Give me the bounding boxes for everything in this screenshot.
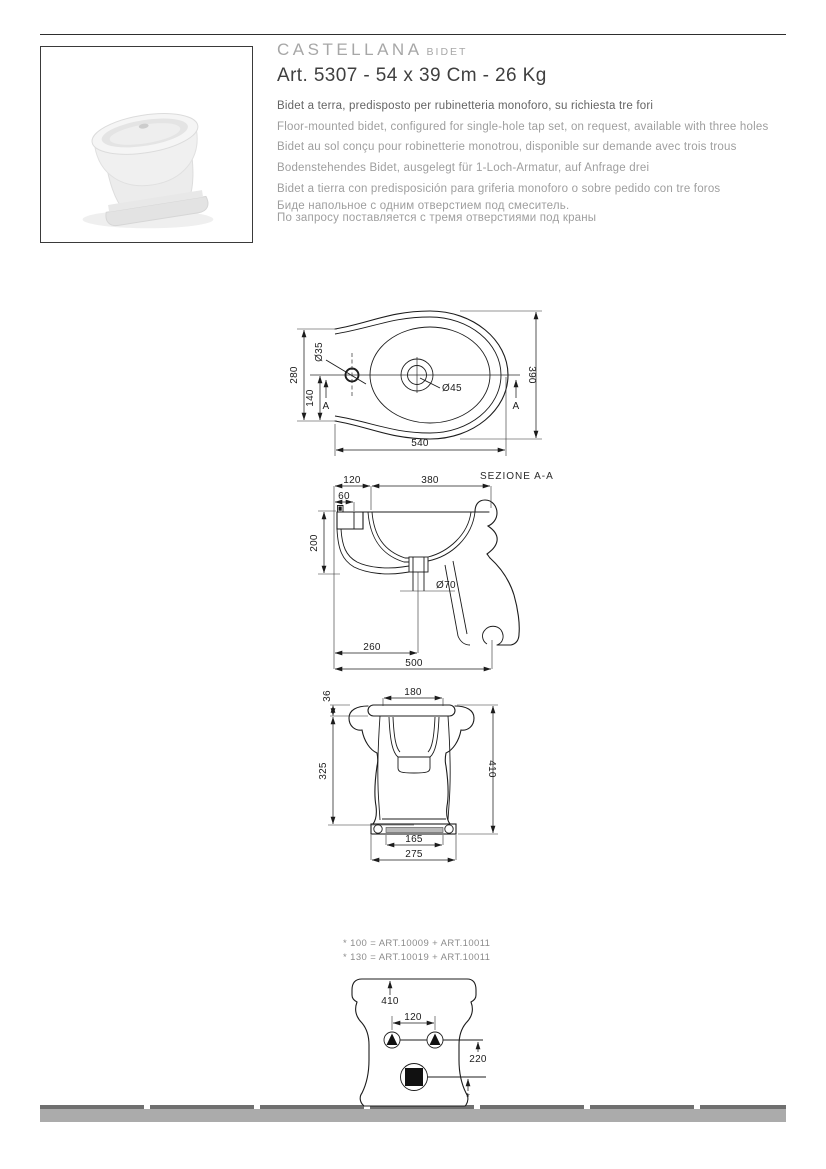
- description-de: Bodenstehendes Bidet, ausgelegt für 1-Loch-Armatur, auf Anfrage drei: [277, 162, 650, 175]
- dim-label-60: 60: [338, 491, 350, 502]
- dim-label-380: 380: [421, 475, 439, 486]
- dim-label-200: 200: [309, 534, 320, 552]
- front-base-strip: [386, 828, 443, 833]
- category-label: BIDET: [426, 46, 468, 58]
- front-outline: [349, 705, 474, 834]
- description-it: Bidet a terra, predisposto per rubinetteria monoforo, su richiesta tre fori: [277, 100, 654, 112]
- dim-label-holes-120: 120: [404, 1012, 422, 1023]
- section-marker-a-left: A: [322, 401, 330, 412]
- description-block: [277, 96, 797, 225]
- dim-label-260: 260: [363, 642, 381, 653]
- dim-label-180: 180: [404, 687, 422, 698]
- footnotes: [343, 938, 490, 966]
- dim-label-220: 220: [469, 1054, 487, 1065]
- dim-label-390: 390: [526, 366, 537, 384]
- description-ru-2: По запросу поставляется с тремя отверстиями под краны: [277, 212, 597, 225]
- dim-label-540: 540: [411, 438, 429, 449]
- dim-label-410: 410: [486, 760, 497, 778]
- section-marker-a-right: A: [512, 401, 520, 412]
- plan-view-drawing: [283, 300, 560, 460]
- plan-dimensions: [289, 311, 542, 456]
- section-title: SEZIONE A-A: [480, 471, 554, 482]
- header-divider: [40, 34, 786, 35]
- dim-label-280: 280: [289, 366, 300, 384]
- product-photo-frame: [40, 46, 253, 243]
- front-dimensions: [318, 687, 498, 860]
- description-en: Floor-mounted bidet, configured for single-hole tap set, on request, available with three holes: [277, 120, 769, 133]
- dim-label-36: 36: [322, 690, 333, 702]
- section-fixing-mark: [339, 507, 342, 511]
- dim-label-120: 120: [343, 475, 361, 486]
- series-name: CASTELLANA: [277, 40, 423, 59]
- dim-label-165: 165: [405, 834, 423, 845]
- dim-label-500: 500: [405, 658, 423, 669]
- rear-outline: [352, 979, 486, 1106]
- dim-label-hole-35: Ø35: [314, 342, 325, 362]
- description-fr: Bidet au sol conçu pour robinetterie monotrou, disponible sur demande avec trois trous: [277, 141, 737, 154]
- rear-view-drawing: [345, 973, 500, 1110]
- dim-label-drain-70: Ø70: [436, 580, 456, 591]
- footnote-100: * 100 = ART.10009 + ART.10011: [343, 938, 491, 949]
- article-line: Art. 5307 - 54 x 39 Cm - 26 Kg: [277, 65, 547, 86]
- section-view-drawing: [303, 465, 578, 677]
- dim-label-140: 140: [305, 389, 316, 407]
- dim-label-drain-45: Ø45: [442, 383, 462, 394]
- description-es: Bidet a tierra con predisposición para griferia monoforo o sobre pedido con tre foros: [277, 182, 721, 195]
- section-dimensions: [309, 475, 492, 669]
- drain-outlet-marker: [405, 1068, 423, 1086]
- dim-label-325: 325: [318, 762, 329, 780]
- front-view-drawing: [318, 683, 503, 865]
- product-photo-bidet: [41, 47, 252, 242]
- dim-label-275: 275: [405, 849, 423, 860]
- description-ru-1: Биде напольное с одним отверстием под смеситель.: [277, 199, 570, 212]
- section-outline: [337, 500, 519, 645]
- footnote-130: * 130 = ART.10019 + ART.10011: [343, 952, 491, 963]
- plan-outline: [310, 311, 520, 439]
- header: [277, 40, 797, 87]
- dim-label-star: *: [465, 1092, 471, 1103]
- product-title: [277, 40, 797, 60]
- dim-label-height-410: 410: [381, 996, 399, 1007]
